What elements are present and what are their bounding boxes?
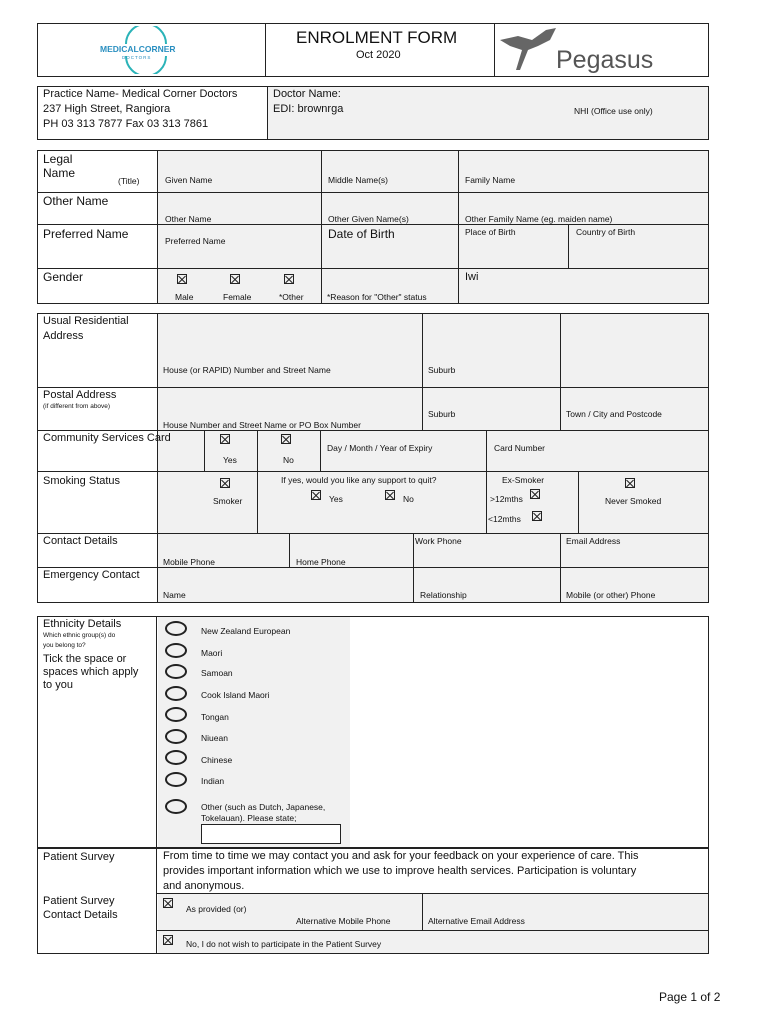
csc-no-checkbox[interactable] (281, 434, 291, 444)
gender-male-label: Male (175, 292, 194, 302)
csc-yes-checkbox[interactable] (220, 434, 230, 444)
other-given-name-field[interactable]: Other Given Name(s) (328, 214, 409, 224)
ethnicity-option-label: Chinese (201, 755, 233, 765)
ethnicity-instruction-2: spaces which apply (43, 666, 139, 678)
quit-support-yes-checkbox[interactable] (311, 490, 321, 500)
dob-field[interactable]: Date of Birth (328, 227, 395, 241)
place-of-birth-field[interactable]: Place of Birth (465, 227, 516, 237)
ex-smoker-lt12-checkbox[interactable] (532, 511, 542, 521)
gender-male-checkbox[interactable] (177, 274, 187, 284)
csc-expiry-field[interactable]: Day / Month / Year of Expiry (327, 443, 433, 453)
emergency-contact-label: Emergency Contact (43, 569, 140, 581)
logo-text: MEDICALCORNER (100, 44, 176, 54)
practice-phone: PH 03 313 7877 Fax 03 313 7861 (43, 118, 209, 130)
preferred-name-label: Preferred Name (43, 227, 129, 241)
ethnicity-sublabel: Which ethnic group(s) do (43, 632, 116, 639)
csc-yes-label: Yes (223, 455, 237, 465)
logo-subtext: DOCTORS (122, 55, 152, 60)
gender-female-label: Female (223, 292, 252, 302)
practice-name: Practice Name- Medical Corner Doctors (43, 88, 238, 100)
middle-name-field[interactable]: Middle Name(s) (328, 175, 388, 185)
family-name-field[interactable]: Family Name (465, 175, 516, 185)
ethnicity-option-label: New Zealand European (201, 626, 291, 636)
doctor-name-label: Doctor Name: (273, 88, 341, 100)
emergency-name-field[interactable]: Name (163, 590, 186, 600)
nhi-label[interactable]: NHI (Office use only) (574, 106, 653, 116)
postal-town-field[interactable]: Town / City and Postcode (566, 409, 662, 419)
contact-details-label: Contact Details (43, 535, 118, 547)
title-field[interactable]: (Title) (118, 176, 140, 186)
postal-suburb-field[interactable]: Suburb (428, 409, 456, 419)
form-title: ENROLMENT FORM (296, 28, 458, 47)
iwi-field[interactable]: Iwi (465, 271, 479, 283)
survey-contact-label: Patient Survey (43, 895, 115, 907)
gender-other-checkbox[interactable] (284, 274, 294, 284)
postal-street-field[interactable]: House Number and Street Name or PO Box Number (163, 420, 361, 430)
alt-mobile-field[interactable]: Alternative Mobile Phone (296, 916, 391, 926)
survey-contact-label-2: Contact Details (43, 909, 118, 921)
gender-label: Gender (43, 270, 84, 284)
csc-label: Community Services Card (43, 432, 171, 444)
ethnicity-label: Ethnicity Details (43, 618, 122, 630)
ethnicity-option-label: Niuean (201, 733, 228, 743)
form-date: Oct 2020 (356, 49, 401, 61)
gender-other-label: *Other (279, 292, 304, 302)
ethnicity-option-oval[interactable] (165, 621, 187, 636)
other-reason-field[interactable]: *Reason for "Other" status (327, 292, 427, 302)
survey-text-2: provides important information which we use to improve health services. Participation is voluntary (163, 865, 637, 877)
csc-no-label: No (283, 455, 294, 465)
survey-decline-label: No, I do not wish to participate in the Patient Survey (186, 939, 382, 949)
ex-smoker-gt12-checkbox[interactable] (530, 489, 540, 499)
never-smoked-checkbox[interactable] (625, 478, 635, 488)
other-name-field[interactable]: Other Name (165, 214, 212, 224)
emergency-relationship-field[interactable]: Relationship (420, 590, 467, 600)
ethnicity-other-input[interactable] (201, 824, 341, 844)
survey-text-3: and anonymous. (163, 880, 245, 892)
postal-address-sublabel: (if different from above) (43, 403, 111, 410)
ethnicity-option-oval[interactable] (165, 772, 187, 787)
ethnicity-other-oval[interactable] (165, 799, 187, 814)
ethnicity-option-oval[interactable] (165, 686, 187, 701)
ethnicity-sublabel-2: you belong to? (43, 642, 86, 649)
legal-name-label-2: Name (43, 166, 76, 180)
gender-female-checkbox[interactable] (230, 274, 240, 284)
quit-support-no-checkbox[interactable] (385, 490, 395, 500)
ethnicity-option-oval[interactable] (165, 750, 187, 765)
other-family-name-field[interactable]: Other Family Name (eg. maiden name) (465, 214, 613, 224)
smoker-label: Smoker (213, 496, 243, 506)
ethnicity-option-label: Cook Island Maori (201, 690, 270, 700)
ex-smoker-lt12-label: <12mths (488, 514, 521, 524)
ethnicity-instruction-3: to you (43, 679, 73, 691)
ethnicity-option-label: Tongan (201, 712, 229, 722)
survey-decline-checkbox[interactable] (163, 935, 173, 945)
ethnicity-option-label: Samoan (201, 668, 233, 678)
ethnicity-option-oval[interactable] (165, 729, 187, 744)
quit-support-question: If yes, would you like any support to quit? (281, 475, 437, 485)
home-phone-field[interactable]: Home Phone (296, 557, 346, 567)
work-phone-field[interactable]: Work Phone (415, 536, 462, 546)
smoking-status-label: Smoking Status (43, 475, 121, 487)
pegasus-wordmark: Pegasus (556, 46, 654, 74)
ethnicity-instruction: Tick the space or (43, 653, 127, 665)
page-number: Page 1 of 2 (659, 990, 721, 1004)
ethnicity-option-oval[interactable] (165, 707, 187, 722)
country-of-birth-field[interactable]: Country of Birth (576, 227, 636, 237)
residential-address-label-2: Address (43, 330, 84, 342)
ex-smoker-label: Ex-Smoker (502, 475, 545, 485)
ethnicity-other-label-2: Tokelauan). Please state; (201, 813, 297, 823)
edi-label: EDI: brownrga (273, 103, 344, 115)
ex-smoker-gt12-label: >12mths (490, 494, 523, 504)
ethnicity-option-label: Indian (201, 776, 225, 786)
other-name-label: Other Name (43, 194, 109, 208)
ethnicity-option-oval[interactable] (165, 643, 187, 658)
patient-survey-label: Patient Survey (43, 851, 115, 863)
house-street-field[interactable]: House (or RAPID) Number and Street Name (163, 365, 331, 375)
suburb-field[interactable]: Suburb (428, 365, 456, 375)
email-field[interactable]: Email Address (566, 536, 621, 546)
ethnicity-option-oval[interactable] (165, 664, 187, 679)
survey-as-provided-checkbox[interactable] (163, 898, 173, 908)
smoker-checkbox[interactable] (220, 478, 230, 488)
never-smoked-label: Never Smoked (605, 496, 662, 506)
survey-as-provided-label: As provided (or) (186, 904, 247, 914)
mobile-phone-field[interactable]: Mobile Phone (163, 557, 215, 567)
ethnicity-other-label: Other (such as Dutch, Japanese, (201, 802, 326, 812)
ethnicity-option-label: Maori (201, 648, 223, 658)
csc-number-field[interactable]: Card Number (494, 443, 546, 453)
practice-address: 237 High Street, Rangiora (43, 103, 171, 115)
preferred-name-field[interactable]: Preferred Name (165, 236, 226, 246)
quit-support-no-label: No (403, 494, 414, 504)
residential-address-label: Usual Residential (43, 315, 129, 327)
given-name-field[interactable]: Given Name (165, 175, 213, 185)
emergency-mobile-field[interactable]: Mobile (or other) Phone (566, 590, 656, 600)
alt-email-field[interactable]: Alternative Email Address (428, 916, 525, 926)
postal-address-label: Postal Address (43, 389, 117, 401)
quit-support-yes-label: Yes (329, 494, 343, 504)
survey-text: From time to time we may contact you and ask for your feedback on your experience of care. This (163, 850, 639, 862)
legal-name-label: Legal (43, 152, 73, 166)
